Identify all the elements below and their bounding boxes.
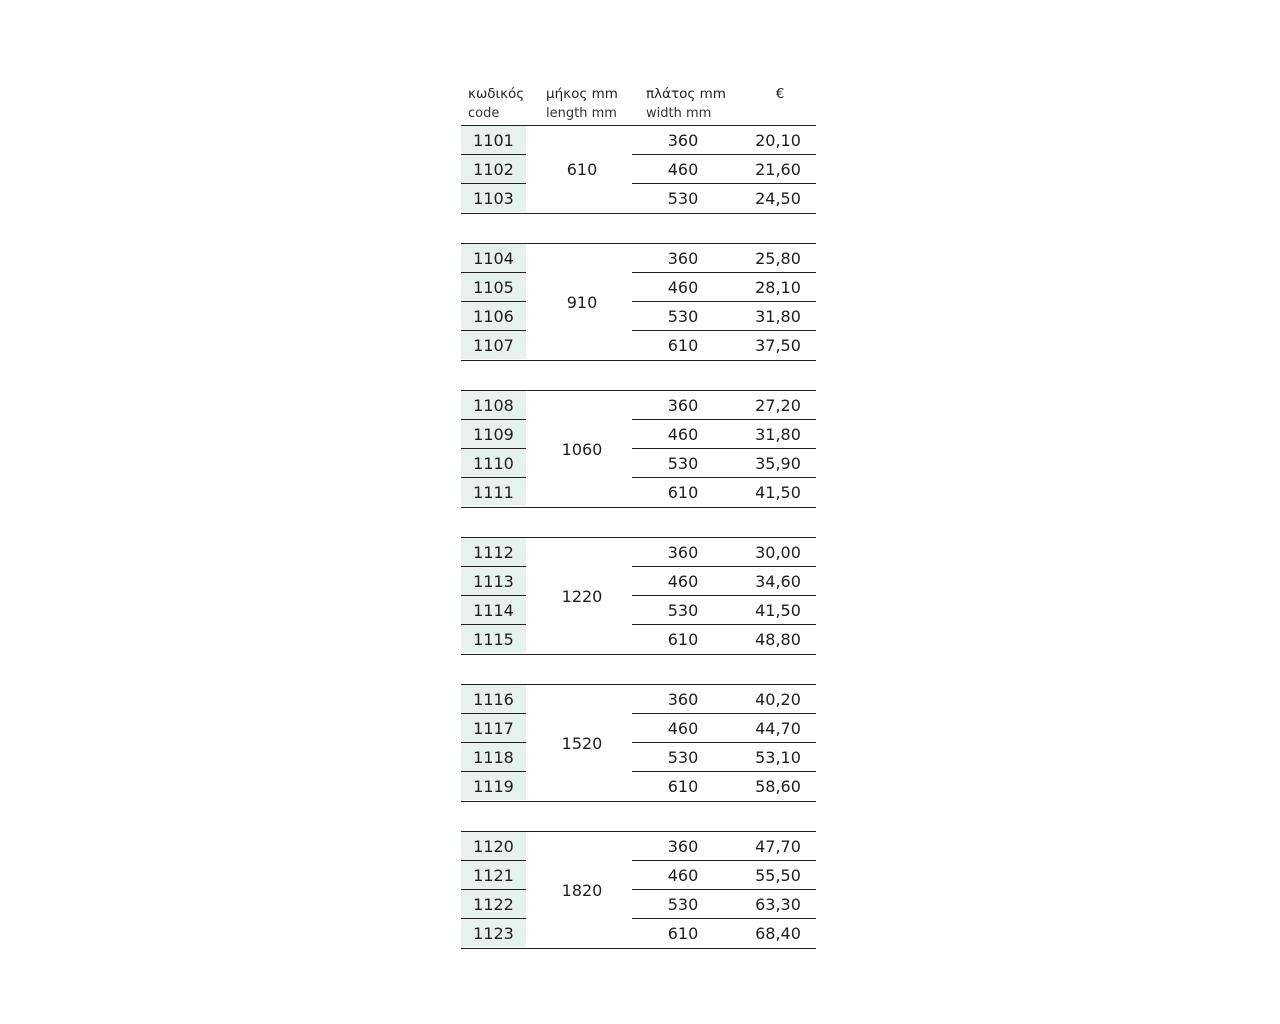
table-row	[461, 685, 816, 714]
price-cell: 31,80	[755, 425, 801, 444]
table-row	[461, 832, 816, 861]
code-cell: 1105	[461, 273, 526, 302]
length-value: 1220	[561, 586, 603, 606]
width-cell: 360	[667, 249, 699, 268]
width-cell: 530	[667, 895, 699, 914]
price-cell: 44,70	[755, 719, 801, 738]
table-row	[461, 126, 816, 155]
price-cell: 41,50	[755, 483, 801, 502]
width-cell: 460	[667, 278, 699, 297]
width-cell: 610	[667, 483, 699, 502]
width-cell: 610	[667, 777, 699, 796]
code-cell: 1101	[461, 126, 526, 155]
code-cell: 1121	[461, 861, 526, 890]
code-cell: 1123	[461, 919, 526, 947]
code-cell: 1120	[461, 832, 526, 861]
price-cell: 58,60	[755, 777, 801, 796]
table-row	[461, 567, 816, 596]
table-row	[461, 890, 816, 919]
table-row	[461, 919, 816, 948]
header-code-greek: κωδικός	[468, 86, 525, 102]
price-cell: 37,50	[755, 336, 801, 355]
width-cell: 460	[667, 160, 699, 179]
width-cell: 360	[667, 690, 699, 709]
price-cell: 41,50	[755, 601, 801, 620]
header-price-symbol: €	[775, 86, 785, 102]
code-cell: 1102	[461, 155, 526, 184]
width-cell: 460	[667, 719, 699, 738]
header-code-english: code	[468, 106, 500, 121]
width-cell: 460	[667, 866, 699, 885]
price-cell: 21,60	[755, 160, 801, 179]
table-row	[461, 302, 816, 331]
length-value: 910	[566, 292, 598, 312]
width-cell: 530	[667, 307, 699, 326]
price-cell: 31,80	[755, 307, 801, 326]
code-cell: 1122	[461, 890, 526, 919]
price-cell: 30,00	[755, 543, 801, 562]
table-row	[461, 420, 816, 449]
width-cell: 460	[667, 425, 699, 444]
table-row	[461, 861, 816, 890]
table-row	[461, 538, 816, 567]
code-cell: 1103	[461, 184, 526, 212]
width-cell: 530	[667, 601, 699, 620]
price-cell: 28,10	[755, 278, 801, 297]
table-row	[461, 391, 816, 420]
table-row	[461, 155, 816, 184]
code-cell: 1110	[461, 449, 526, 478]
price-cell: 55,50	[755, 866, 801, 885]
table-row	[461, 625, 816, 654]
table-row	[461, 184, 816, 213]
table-body	[461, 126, 816, 949]
table-row	[461, 478, 816, 507]
width-cell: 530	[667, 189, 699, 208]
table-row	[461, 449, 816, 478]
code-cell: 1111	[461, 478, 526, 506]
width-cell: 530	[667, 748, 699, 767]
width-cell: 610	[667, 336, 699, 355]
table-row	[461, 244, 816, 273]
code-cell: 1114	[461, 596, 526, 625]
price-cell: 35,90	[755, 454, 801, 473]
header-price	[771, 84, 789, 104]
table-row	[461, 273, 816, 302]
width-cell: 610	[667, 924, 699, 943]
price-cell: 40,20	[755, 690, 801, 709]
header-length	[546, 84, 618, 124]
price-cell: 27,20	[755, 396, 801, 415]
code-cell: 1106	[461, 302, 526, 331]
price-cell: 34,60	[755, 572, 801, 591]
code-cell: 1117	[461, 714, 526, 743]
width-cell: 610	[667, 630, 699, 649]
width-cell: 360	[667, 131, 699, 150]
code-cell: 1107	[461, 331, 526, 359]
length-group	[461, 684, 816, 802]
width-cell: 360	[667, 837, 699, 856]
table-row	[461, 714, 816, 743]
length-value: 1820	[561, 880, 603, 900]
header-length-english: length mm	[546, 106, 617, 121]
price-cell: 68,40	[755, 924, 801, 943]
code-cell: 1119	[461, 772, 526, 800]
header-width	[646, 84, 726, 124]
code-cell: 1104	[461, 244, 526, 273]
length-value: 1520	[561, 733, 603, 753]
length-group	[461, 243, 816, 361]
length-group	[461, 126, 816, 214]
code-cell: 1109	[461, 420, 526, 449]
code-cell: 1113	[461, 567, 526, 596]
table-row	[461, 743, 816, 772]
length-value: 1060	[561, 439, 603, 459]
header-width-greek: πλάτος mm	[646, 86, 726, 102]
width-cell: 360	[667, 396, 699, 415]
price-cell: 48,80	[755, 630, 801, 649]
code-cell: 1116	[461, 685, 526, 714]
price-cell: 53,10	[755, 748, 801, 767]
code-cell: 1115	[461, 625, 526, 653]
table-header	[461, 80, 816, 126]
price-cell: 24,50	[755, 189, 801, 208]
table-row	[461, 772, 816, 801]
length-group	[461, 831, 816, 949]
price-cell: 25,80	[755, 249, 801, 268]
width-cell: 460	[667, 572, 699, 591]
price-cell: 20,10	[755, 131, 801, 150]
header-width-english: width mm	[646, 106, 712, 121]
code-cell: 1108	[461, 391, 526, 420]
length-group	[461, 390, 816, 508]
width-cell: 530	[667, 454, 699, 473]
header-length-greek: μήκος mm	[546, 86, 618, 102]
table-row	[461, 331, 816, 360]
price-table	[461, 80, 816, 949]
table-row	[461, 596, 816, 625]
price-cell: 47,70	[755, 837, 801, 856]
header-code	[468, 84, 524, 124]
code-cell: 1112	[461, 538, 526, 567]
length-group	[461, 537, 816, 655]
price-cell: 63,30	[755, 895, 801, 914]
code-cell: 1118	[461, 743, 526, 772]
length-value: 610	[566, 160, 598, 179]
width-cell: 360	[667, 543, 699, 562]
